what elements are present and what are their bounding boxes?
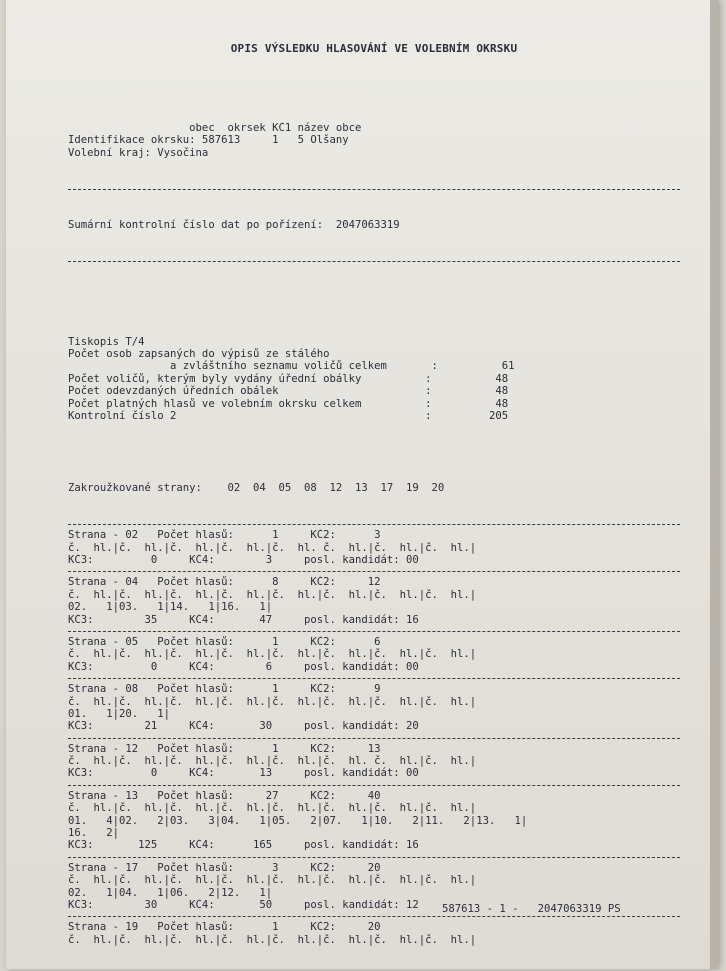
party-line: KČ3: 21 KČ4: 30 posl. kandidát: 20	[68, 720, 419, 733]
separator	[68, 256, 680, 266]
header-block	[68, 122, 680, 159]
party-block	[68, 636, 680, 673]
header-line: Volební kraj: Vysočina	[68, 146, 209, 159]
separator	[68, 184, 680, 194]
party-block	[68, 790, 680, 852]
party-block	[68, 576, 680, 626]
party-block	[68, 529, 680, 566]
separator	[68, 852, 680, 862]
party-line: Strana - 02 Počet hlasů: 1 KČ2: 3	[68, 529, 381, 542]
party-line: č. hl.|č. hl.|č. hl.|č. hl.|č. hl.|č. hl.|č. hl.|č. hl.|	[68, 648, 477, 661]
party-line: č. hl.|č. hl.|č. hl.|č. hl.|č. hl.|č. hl.|č. hl.|č. hl.|	[68, 695, 477, 708]
party-line: KČ3: 35 KČ4: 47 posl. kandidát: 16	[68, 613, 419, 626]
party-line: č. hl.|č. hl.|č. hl.|č. hl.|č. hl.|č. hl.|č. hl.|č. hl.|	[68, 802, 477, 815]
party-line: Strana - 17 Počet hlasů: 3 KČ2: 20	[68, 861, 381, 874]
party-line: KČ3: 0 KČ4: 6 posl. kandidát: 00	[68, 660, 419, 673]
party-line: KČ3: 0 KČ4: 3 posl. kandidát: 00	[68, 554, 419, 566]
form-line: Počet voličů, kterým byly vydány úřední obálky : 48	[68, 372, 509, 385]
form-line: Počet odevzdaných úředních obálek : 48	[68, 385, 509, 398]
form-block	[68, 336, 680, 423]
parties-block	[68, 519, 680, 946]
party-line: KČ3: 30 KČ4: 50 posl. kandidát: 12	[68, 898, 419, 911]
party-block	[68, 921, 680, 946]
party-line: Strana - 13 Počet hlasů: 27 KČ2: 40	[68, 789, 381, 802]
separator	[68, 519, 680, 529]
party-line: Strana - 05 Počet hlasů: 1 KČ2: 6	[68, 635, 381, 648]
separator	[68, 780, 680, 790]
document-body	[68, 10, 680, 971]
checksum-line: Sumární kontrolní číslo dat po pořízení: 2047063319	[68, 218, 400, 231]
party-line: 01. 1|20. 1|	[68, 707, 171, 720]
separator	[68, 566, 680, 576]
party-line: č. hl.|č. hl.|č. hl.|č. hl.|č. hl.|č. hl.|č. hl.|č. hl.|	[68, 588, 477, 601]
party-line: č. hl.|č. hl.|č. hl.|č. hl.|č. hl. č. hl.|č. hl.|č. hl.|	[68, 541, 477, 554]
party-line: Strana - 12 Počet hlasů: 1 KČ2: 13	[68, 742, 381, 755]
separator	[68, 733, 680, 743]
document-title: OPIS VÝSLEDKU HLASOVÁNÍ VE VOLEBNÍM OKRSKU	[230, 41, 518, 55]
party-block	[68, 743, 680, 780]
form-line: Počet osob zapsaných do výpisů ze stálého	[68, 348, 330, 361]
party-line: 16. 2|	[68, 827, 120, 840]
form-line: Počet platných hlasů ve volebním okrsku celkem : 48	[68, 397, 509, 410]
party-line: 02. 1|04. 1|06. 2|12. 1|	[68, 886, 273, 899]
paper-sheet	[6, 0, 718, 969]
page-footer: 587613 - 1 - 2047063319 PS	[442, 903, 621, 915]
party-line: 02. 1|03. 1|14. 1|16. 1|	[68, 601, 273, 614]
party-line: Strana - 04 Počet hlasů: 8 KČ2: 12	[68, 576, 381, 589]
separator	[68, 673, 680, 683]
separator	[68, 626, 680, 636]
circled-parties-line: Zakroužkované strany: 02 04 05 08 12 13 17 19 20	[68, 482, 445, 495]
party-line: KČ3: 0 KČ4: 13 posl. kandidát: 00	[68, 767, 419, 780]
party-line: č. hl.|č. hl.|č. hl.|č. hl.|č. hl.|č. hl.|č. hl.|č. hl.|	[68, 874, 477, 887]
form-line: Kontrolní číslo 2 : 205	[68, 410, 509, 422]
header-line: Identifikace okrsku: 587613 1 5 Olšany	[68, 134, 349, 147]
party-block	[68, 683, 680, 733]
paper-edge-shadow	[710, 0, 718, 969]
party-line: KČ3: 125 KČ4: 165 posl. kandidát: 16	[68, 839, 419, 852]
party-line: 01. 4|02. 2|03. 3|04. 1|05. 2|07. 1|10. 2|11. 2|13. 1|	[68, 814, 528, 827]
form-line: Tiskopis T/4	[68, 335, 145, 348]
party-line: Strana - 08 Počet hlasů: 1 KČ2: 9	[68, 683, 381, 696]
party-line: č. hl.|č. hl.|č. hl.|č. hl.|č. hl.|č. hl.|č. hl.|č. hl.|	[68, 933, 477, 946]
party-line: č. hl.|č. hl.|č. hl.|č. hl.|č. hl.|č. hl. č. hl.|č. hl.|	[68, 755, 477, 768]
header-line: obec okrsek KČ1 název obce	[68, 122, 362, 135]
party-line: Strana - 19 Počet hlasů: 1 KČ2: 20	[68, 921, 381, 934]
form-line: a zvláštního seznamu voličů celkem : 61	[68, 360, 515, 373]
